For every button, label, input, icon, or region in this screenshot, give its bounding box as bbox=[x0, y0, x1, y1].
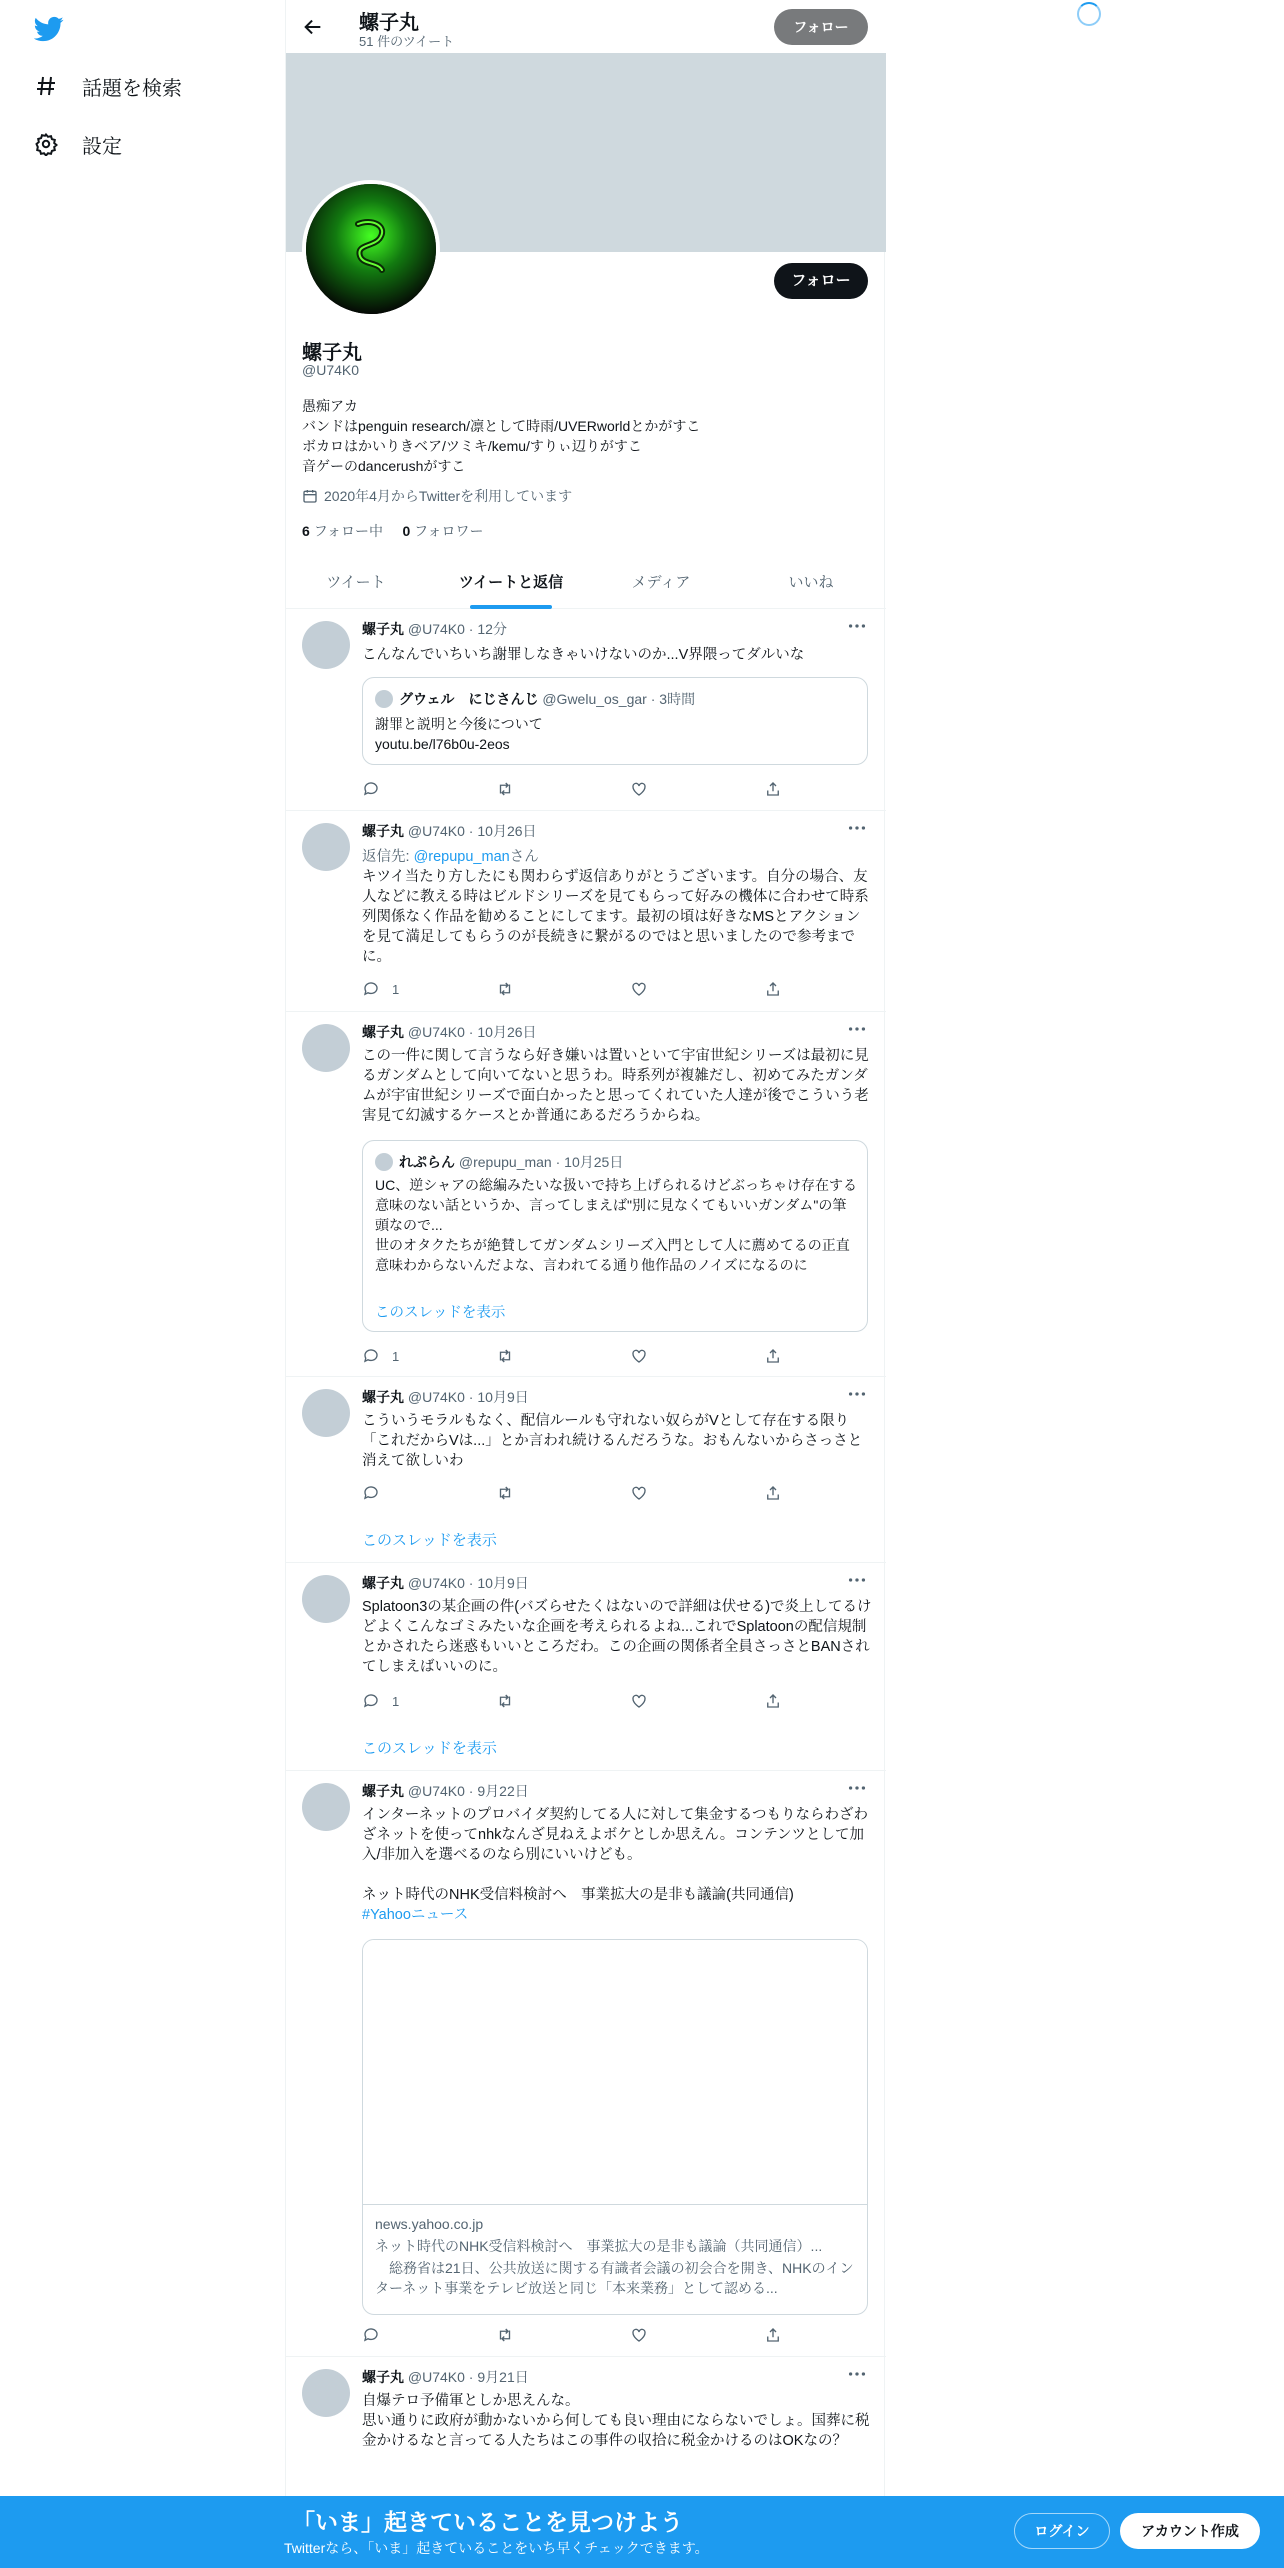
calendar-icon bbox=[302, 488, 318, 504]
reply-to: 返信先: @repupu_manさん bbox=[362, 849, 539, 865]
reply-icon bbox=[362, 780, 380, 798]
twitter-logo-icon[interactable] bbox=[34, 14, 64, 44]
gear-icon bbox=[34, 132, 58, 156]
reply-button[interactable]: 1 bbox=[362, 979, 399, 999]
share-icon bbox=[764, 1347, 782, 1365]
card-domain: news.yahoo.co.jp bbox=[375, 2216, 484, 2232]
tab-media[interactable]: メディア bbox=[631, 574, 691, 591]
tweet-text: インターネットのプロバイダ契約してる人に対して集金するつもりならわざわざネットを使ってnhkなんざ見ねえよボケとしか思えん。コンテンツとして加入/非加入を選べるのなら別にいいけども。 bbox=[362, 1807, 869, 1863]
quote-avatar bbox=[375, 1153, 393, 1171]
profile-avatar[interactable] bbox=[302, 180, 440, 318]
retweet-button[interactable] bbox=[496, 1691, 526, 1711]
loading-spinner-icon bbox=[1077, 2, 1101, 26]
nav-settings[interactable] bbox=[34, 124, 122, 164]
like-button[interactable] bbox=[630, 1691, 660, 1711]
retweet-button[interactable] bbox=[496, 1483, 526, 1503]
tweet-text: 自爆テロ予備軍としか思えんな。 bbox=[362, 2393, 580, 2409]
reply-to-user-link[interactable]: @repupu_man bbox=[413, 849, 510, 865]
reply-icon bbox=[362, 2326, 380, 2344]
following-link[interactable]: 6 フォロー中 bbox=[302, 523, 383, 539]
tweet-text: キツイ当たり方したにも関わらず返信ありがとうございます。自分の場合、友人などに教える時はビルドシリーズを見てもらって好みの機体に合わせて時系列関係なく作品を勧めることにしてます。最初の頃は好きなMSとアクションを見て満足してもらうのが長続きに繋がるのではと思いましたので参考までに。 bbox=[362, 869, 869, 965]
tweet-text: Splatoon3の某企画の件(バズらせたくはないので詳細は伏せる)で炎上してるけどよくこんなゴミみたいな企画を考えられるよね...これでSplatoonの配信規制とかされたら迷惑もいいところだわ。この企画の関係者全員さっさとBANされてしまえばいいのに。 bbox=[362, 1599, 872, 1675]
like-button[interactable] bbox=[630, 1483, 660, 1503]
share-button[interactable] bbox=[764, 779, 794, 799]
nav-settings-label: 設定 bbox=[82, 135, 122, 158]
reply-icon bbox=[362, 1484, 380, 1502]
tweet-actions bbox=[362, 2325, 872, 2345]
tweet-actions bbox=[362, 779, 872, 799]
reply-button[interactable] bbox=[362, 779, 392, 799]
tweet[interactable] bbox=[286, 1771, 886, 2357]
profile-header bbox=[286, 0, 886, 53]
tweet-header: 螺子丸 @U74K0 · 10月26日 bbox=[362, 823, 537, 839]
joined-text: 2020年4月からTwitterを利用しています bbox=[324, 488, 573, 504]
more-icon[interactable] bbox=[846, 1569, 868, 1591]
profile-handle: @U74K0 bbox=[302, 362, 360, 378]
share-icon bbox=[764, 1484, 782, 1502]
tweet-header: 螺子丸 @U74K0 · 9月21日 bbox=[362, 2369, 529, 2385]
profile-name: 螺子丸 bbox=[302, 342, 362, 364]
tweet-text-continued: 思い通りに政府が動かないから何しても良い理由にならないでしょ。国葬に税金かけるなと言ってる人たちはこの事件の収拾に税金かけるのはOKなの？ bbox=[362, 2413, 870, 2449]
quote-avatar bbox=[375, 690, 393, 708]
tab-tweets[interactable]: ツイート bbox=[326, 574, 386, 591]
reply-icon bbox=[362, 1692, 380, 1710]
more-icon[interactable] bbox=[846, 1018, 868, 1040]
header-follow-button[interactable]: フォロー bbox=[774, 9, 868, 45]
more-icon[interactable] bbox=[846, 817, 868, 839]
tweet[interactable] bbox=[286, 1563, 886, 1771]
show-thread-link[interactable]: このスレッドを表示 bbox=[362, 1532, 497, 1549]
back-arrow-icon[interactable] bbox=[302, 16, 324, 38]
bio-line: バンドはpenguin research/凛として時雨/UVERworldとかがすこ bbox=[302, 418, 701, 434]
login-button[interactable]: ログイン bbox=[1014, 2513, 1110, 2549]
retweet-button[interactable] bbox=[496, 779, 526, 799]
card-image bbox=[363, 1940, 867, 2205]
reply-button[interactable] bbox=[362, 1483, 392, 1503]
card-description: 総務省は21日、公共放送に関する有識者会議の初会合を開き、NHKのインターネット事業をテレビ放送と同じ「本来業務」として認める... bbox=[375, 2260, 854, 2296]
retweet-button[interactable] bbox=[496, 979, 526, 999]
tweet-avatar[interactable] bbox=[302, 2369, 350, 2417]
header-tweet-count: 51 件のツイート bbox=[359, 34, 455, 49]
card-title: ネット時代のNHK受信料検討へ 事業拡大の是非も議論（共同通信）... bbox=[375, 2238, 823, 2254]
tweet-avatar[interactable] bbox=[302, 1389, 350, 1437]
tweet-text: こういうモラルもなく、配信ルールも守れない奴らがVとして存在する限り「これだからVは...」とか言われ続けるんだろうな。おもんないからさっさと消えて欲しいわ bbox=[362, 1413, 863, 1469]
quote-text: UC、逆シャアの総編みたいな扱いで持ち上げられるけどぶっちゃけ存在する意味のない話というか、言ってしまえば"別に見なくてもいいガンダム"の筆頭なので... 世のオタクたちが絶賛してガンダムシリーズ入門として人に薦めてるの正直意味わからないんだよな、言われてる通り他作品のノイズになるのに bbox=[375, 1177, 857, 1273]
tweet[interactable] bbox=[286, 609, 886, 811]
signup-banner bbox=[0, 2496, 1284, 2568]
share-button[interactable] bbox=[764, 1691, 794, 1711]
tab-likes[interactable]: いいね bbox=[788, 574, 834, 591]
link-card[interactable] bbox=[362, 1939, 868, 2315]
quote-text: 謝罪と説明と今後について youtu.be/l76b0u-2eos bbox=[375, 716, 543, 752]
share-icon bbox=[764, 1692, 782, 1710]
share-button[interactable] bbox=[764, 979, 794, 999]
like-button[interactable] bbox=[630, 2325, 660, 2345]
profile-tabs bbox=[286, 556, 886, 609]
tweet-avatar[interactable] bbox=[302, 823, 350, 871]
retweet-icon bbox=[496, 1347, 514, 1365]
follow-button[interactable]: フォロー bbox=[774, 263, 868, 299]
tweet-actions bbox=[362, 1691, 872, 1711]
profile-bio bbox=[302, 396, 700, 476]
tweet-text-headline: ネット時代のNHK受信料検討へ 事業拡大の是非も議論(共同通信) bbox=[362, 1887, 794, 1903]
tweet-avatar[interactable] bbox=[302, 1024, 350, 1072]
heart-icon bbox=[630, 1692, 648, 1710]
reply-icon bbox=[362, 980, 380, 998]
more-icon[interactable] bbox=[846, 1383, 868, 1405]
heart-icon bbox=[630, 1484, 648, 1502]
followers-link[interactable]: 0 フォロワー bbox=[402, 523, 484, 539]
tweet-actions bbox=[362, 979, 872, 999]
retweet-icon bbox=[496, 1484, 514, 1502]
like-button[interactable] bbox=[630, 979, 660, 999]
retweet-icon bbox=[496, 780, 514, 798]
show-thread-link[interactable]: このスレッドを表示 bbox=[362, 1740, 497, 1757]
follow-stats bbox=[302, 521, 483, 541]
heart-icon bbox=[630, 2326, 648, 2344]
header-name: 螺子丸 bbox=[359, 12, 419, 34]
heart-icon bbox=[630, 1347, 648, 1365]
quote-header: グウェル にじさんじ @Gwelu_os_gar · 3時間 bbox=[399, 691, 696, 707]
tweet[interactable] bbox=[286, 1377, 886, 1563]
quote-tweet[interactable] bbox=[362, 1140, 868, 1332]
quote-header: れぷらん @repupu_man · 10月25日 bbox=[399, 1154, 624, 1170]
tweet-avatar[interactable] bbox=[302, 621, 350, 669]
share-button[interactable] bbox=[764, 1346, 794, 1366]
more-icon[interactable] bbox=[846, 615, 868, 637]
nav-explore[interactable] bbox=[34, 66, 182, 106]
reply-button[interactable]: 1 bbox=[362, 1691, 399, 1711]
share-icon bbox=[764, 780, 782, 798]
tweet-header: 螺子丸 @U74K0 · 10月9日 bbox=[362, 1575, 529, 1591]
reply-button[interactable] bbox=[362, 2325, 392, 2345]
bio-line: ボカロはかいりきベア/ツミキ/kemu/すりぃ辺りがすこ bbox=[302, 438, 642, 454]
retweet-icon bbox=[496, 1692, 514, 1710]
tweet-actions bbox=[362, 1346, 872, 1366]
tweet-avatar[interactable] bbox=[302, 1783, 350, 1831]
heart-icon bbox=[630, 780, 648, 798]
heart-icon bbox=[630, 980, 648, 998]
share-icon bbox=[764, 980, 782, 998]
joined-date bbox=[302, 486, 572, 506]
tweet-header: 螺子丸 @U74K0 · 10月26日 bbox=[362, 1024, 537, 1040]
profile-column bbox=[285, 0, 885, 2568]
nav-explore-label: 話題を検索 bbox=[82, 77, 182, 100]
tweet-header: 螺子丸 @U74K0 · 10月9日 bbox=[362, 1389, 529, 1405]
tweet-avatar[interactable] bbox=[302, 1575, 350, 1623]
tweet[interactable] bbox=[286, 1012, 886, 1377]
tweet-text: こんなんでいちいち謝罪しなきゃいけないのか...V界隈ってダルいな bbox=[362, 647, 805, 663]
like-button[interactable] bbox=[630, 1346, 660, 1366]
bio-line: 音ゲーのdancerushがすこ bbox=[302, 458, 466, 474]
signup-banner-title: 「いま」起きていることを見つけよう bbox=[292, 2509, 683, 2535]
tweet-text: この一件に関して言うなら好き嫌いは置いといて宇宙世紀シリーズは最初に見るガンダムとして向いてないと思うわ。時系列が複雑だし、初めてみたガンダムが宇宙世紀シリーズで面白かったと思ってくれていた人達が後でこういう老害見て幻滅するケースとか普通にあるだろうからね。 bbox=[362, 1048, 869, 1124]
like-button[interactable] bbox=[630, 779, 660, 799]
more-icon[interactable] bbox=[846, 1777, 868, 1799]
retweet-button[interactable] bbox=[496, 1346, 526, 1366]
tweet-actions bbox=[362, 1483, 872, 1503]
retweet-icon bbox=[496, 980, 514, 998]
share-icon bbox=[764, 2326, 782, 2344]
reply-button[interactable]: 1 bbox=[362, 1346, 399, 1366]
signup-banner-subtitle: Twitterなら、「いま」起きていることをいち早くチェックできます。 bbox=[284, 2540, 709, 2556]
retweet-icon bbox=[496, 2326, 514, 2344]
tab-tweets-and-replies[interactable]: ツイートと返信 bbox=[458, 574, 564, 591]
share-button[interactable] bbox=[764, 1483, 794, 1503]
tweet-header: 螺子丸 @U74K0 · 9月22日 bbox=[362, 1783, 529, 1799]
reply-icon bbox=[362, 1347, 380, 1365]
retweet-button[interactable] bbox=[496, 2325, 526, 2345]
share-button[interactable] bbox=[764, 2325, 794, 2345]
hashtag-icon bbox=[34, 74, 58, 98]
quote-thread-link[interactable]: このスレッドを表示 bbox=[375, 1305, 506, 1321]
create-account-button[interactable]: アカウント作成 bbox=[1120, 2513, 1260, 2549]
quote-tweet[interactable] bbox=[362, 677, 868, 765]
tweet[interactable] bbox=[286, 811, 886, 1012]
hashtag-link[interactable]: #Yahooニュース bbox=[362, 1907, 469, 1923]
bio-line: 愚痴アカ bbox=[302, 398, 358, 414]
tweet-header: 螺子丸 @U74K0 · 12分 bbox=[362, 621, 507, 637]
more-icon[interactable] bbox=[846, 2363, 868, 2385]
